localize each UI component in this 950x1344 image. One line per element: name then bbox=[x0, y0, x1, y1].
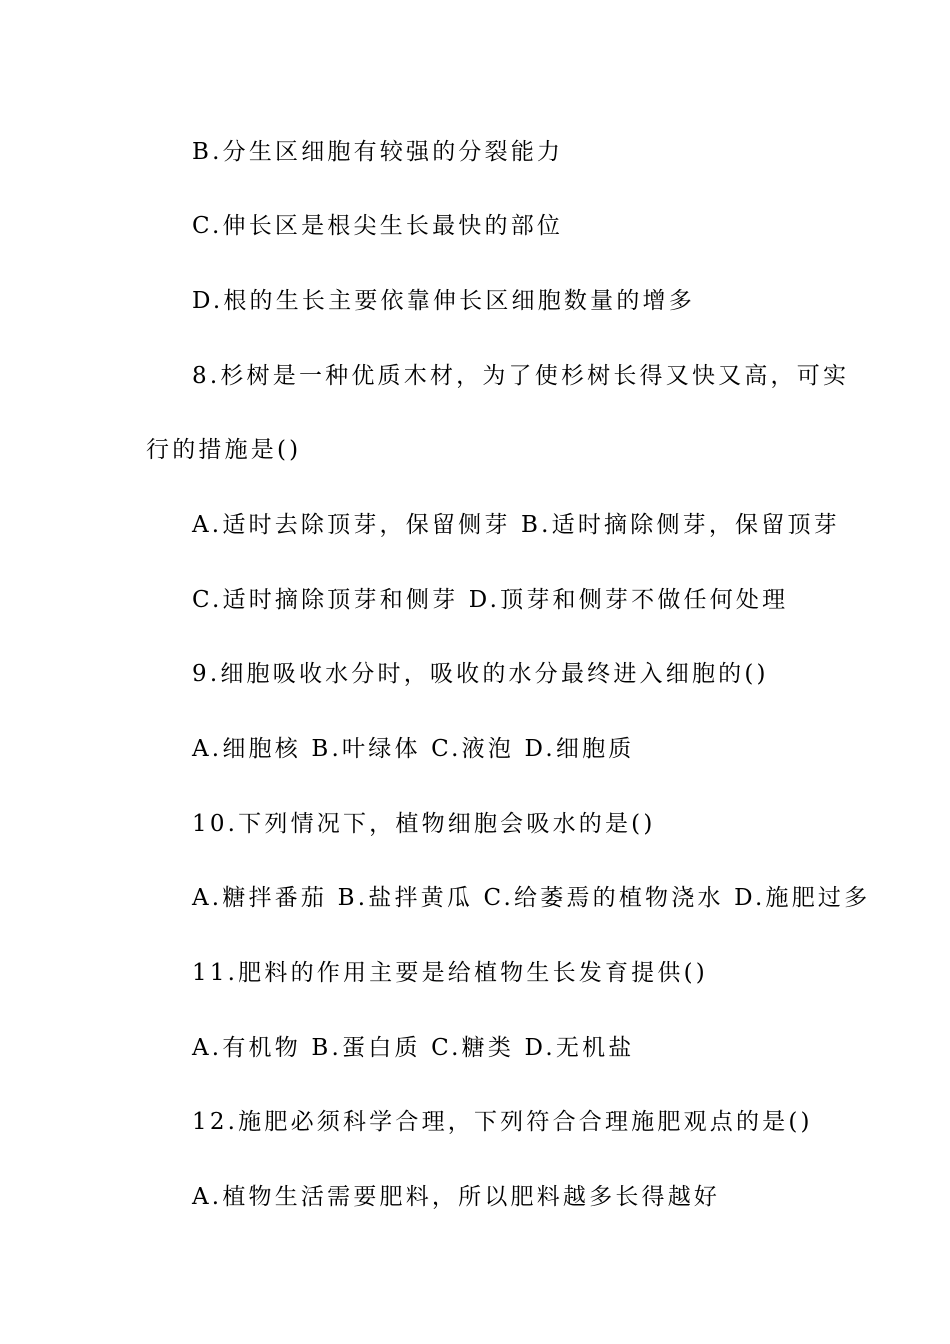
question-9: 9.细胞吸收水分时，吸收的水分最终进入细胞的() bbox=[192, 661, 769, 687]
option-7c: C.伸长区是根尖生长最快的部位 bbox=[192, 213, 564, 239]
question-10: 10.下列情况下，植物细胞会吸水的是() bbox=[192, 811, 656, 837]
question-11: 11.肥料的作用主要是给植物生长发育提供() bbox=[192, 960, 708, 986]
question-12: 12.施肥必须科学合理，下列符合合理施肥观点的是() bbox=[192, 1109, 813, 1135]
options-9: A.细胞核 B.叶绿体 C.液泡 D.细胞质 bbox=[192, 736, 635, 762]
options-10: A.糖拌番茄 B.盐拌黄瓜 C.给萎焉的植物浇水 D.施肥过多 bbox=[192, 885, 871, 911]
option-7d: D.根的生长主要依靠伸长区细胞数量的增多 bbox=[192, 288, 695, 314]
question-8-continued: 行的措施是() bbox=[146, 437, 302, 463]
option-12a: A.植物生活需要肥料，所以肥料越多长得越好 bbox=[192, 1184, 721, 1210]
options-11: A.有机物 B.蛋白质 C.糖类 D.无机盐 bbox=[192, 1035, 635, 1061]
question-8: 8.杉树是一种优质木材，为了使杉树长得又快又高，可实 bbox=[192, 363, 850, 389]
option-7b: B.分生区细胞有较强的分裂能力 bbox=[192, 139, 564, 165]
options-8cd: C.适时摘除顶芽和侧芽 D.顶芽和侧芽不做任何处理 bbox=[192, 587, 789, 613]
options-8ab: A.适时去除顶芽，保留侧芽 B.适时摘除侧芽，保留顶芽 bbox=[192, 512, 840, 538]
